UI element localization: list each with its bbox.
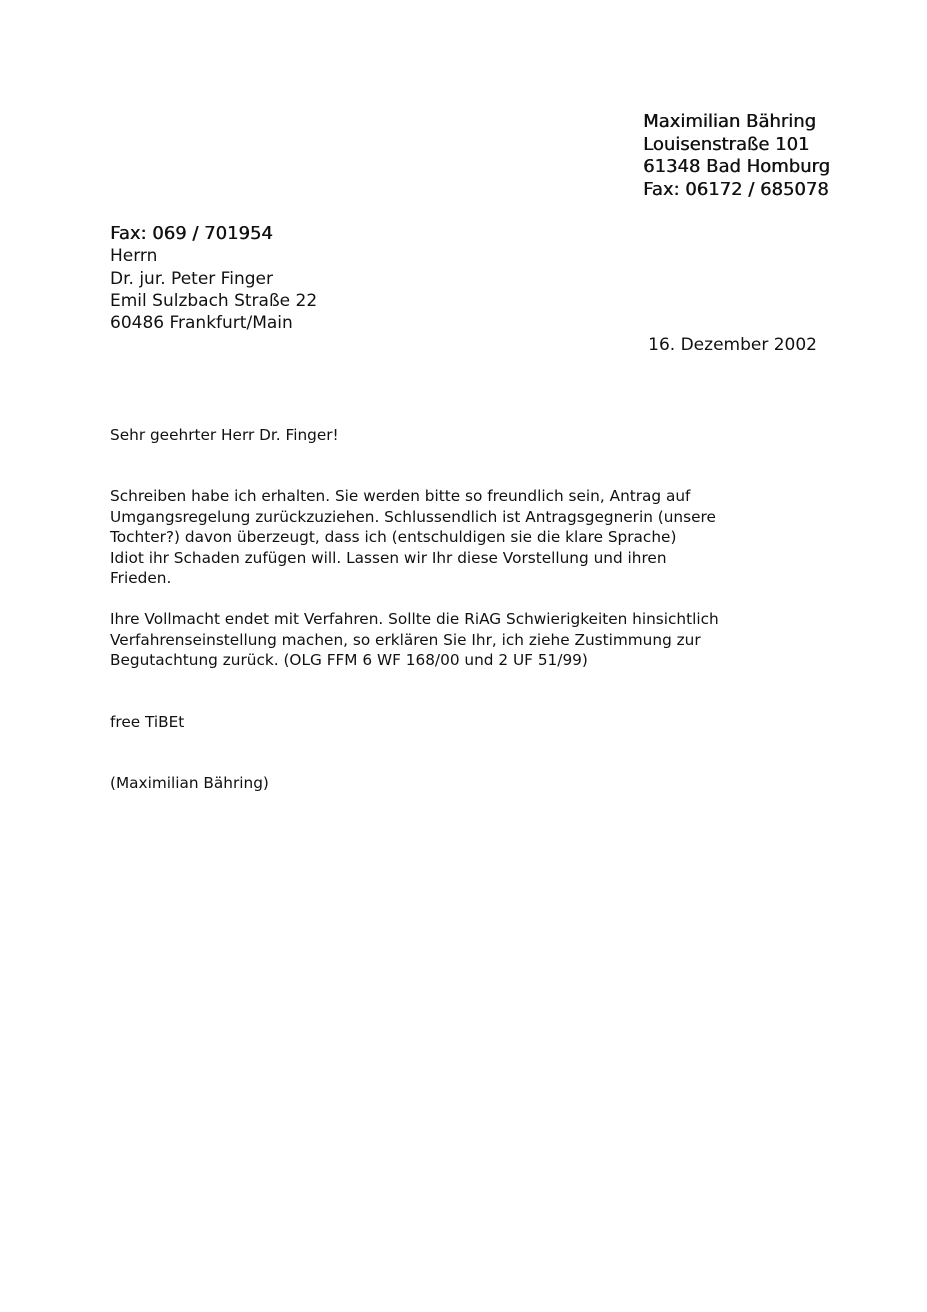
recipient-name: Dr. jur. Peter Finger: [110, 268, 273, 289]
salutation: Sehr geehrter Herr Dr. Finger!: [110, 426, 339, 444]
sender-street: Louisenstraße 101: [643, 133, 810, 155]
paragraph-line: Idiot ihr Schaden zufügen will. Lassen wir Ihr diese Vorstellung und ihren: [110, 548, 667, 567]
recipient-city: 60486 Frankfurt/Main: [110, 313, 293, 334]
sender-address-block: [643, 111, 903, 201]
letter-date: 16. Dezember 2002: [648, 335, 817, 355]
sender-fax: Fax: 06172 / 685078: [643, 178, 829, 200]
paragraph-line: Umgangsregelung zurückzuziehen. Schlussendlich ist Antragsgegnerin (unsere: [110, 507, 716, 526]
paragraph-line: Frieden.: [110, 569, 172, 588]
sender-name: Maximilian Bähring: [643, 111, 816, 132]
recipient-street: Emil Sulzbach Straße 22: [110, 290, 318, 311]
paragraph-line: Ihre Vollmacht endet mit Verfahren. Sollte die RiAG Schwierigkeiten hinsichtlich: [110, 610, 719, 628]
paragraph-line: Tochter?) davon überzeugt, dass ich (entschuldigen sie die klare Sprache): [110, 528, 677, 547]
recipient-address-block: [110, 223, 530, 334]
sender-city: 61348 Bad Homburg: [643, 156, 830, 177]
paragraph-line: Verfahrenseinstellung machen, so erklären Sie Ihr, ich ziehe Zustimmung zur: [110, 630, 701, 649]
body-paragraph-1: [110, 486, 716, 589]
recipient-title: Herrn: [110, 246, 158, 267]
recipient-fax: Fax: 069 / 701954: [110, 223, 273, 244]
closing-line: free TiBEt: [110, 713, 185, 731]
paragraph-line: Schreiben habe ich erhalten. Sie werden bitte so freundlich sein, Antrag auf: [110, 487, 691, 505]
paragraph-line: Begutachtung zurück. (OLG FFM 6 WF 168/00 und 2 UF 51/99): [110, 651, 588, 670]
signature-name: (Maximilian Bähring): [110, 774, 269, 792]
body-paragraph-2: [110, 609, 719, 671]
